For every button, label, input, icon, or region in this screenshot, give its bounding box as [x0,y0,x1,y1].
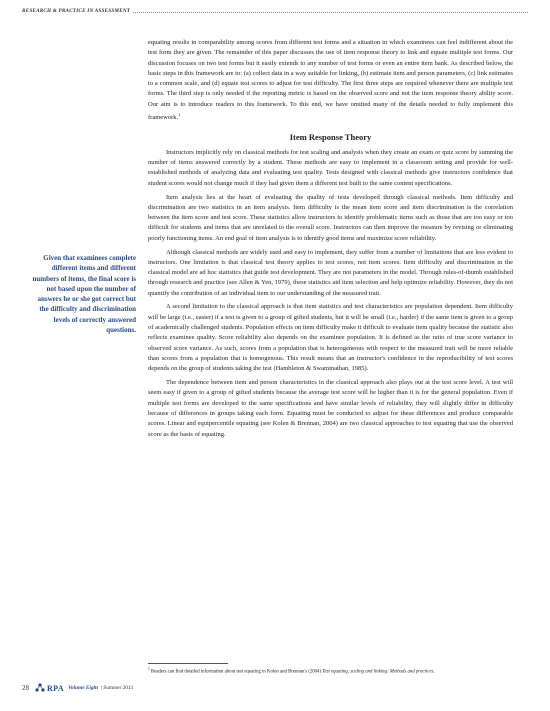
volume-label: Volume Eight [68,685,98,691]
intro-paragraph [148,38,513,124]
footnote-number: 1 [148,667,150,671]
paragraph: Item analysis lies at the heart of evaluating the quality of tests developed through classical methods. Item difficulty and discrimination are two statistics in an item analysis. Item difficulty is the mean item score and item discrimination is the correlation between the item score and test score. These statistics allow instructors to identify problematic items such as those that are too easy or too difficult for students and items that are unrelated to the overall score. Instructors can then improve the measure by revising or eliminating poorly functioning items. An end goal of item analysis is to identify good items and maximize score reliability. [148,193,513,242]
running-header [22,8,528,20]
paragraph: Instructors implicitly rely on classical methods for test scaling and analysis when they create an exam or quiz score by summing the number of items answered correctly by a student. These methods are easy to implement in a classroom setting and provide for well-established methods of analyzing data and evaluating test quality. Tests designed with classical methods give instructors confidence that student scores would not change much if they had given them a different test built to the same content specifications. [148,148,513,187]
footnote-divider [148,663,228,664]
page-number: 28 [22,684,29,692]
rpa-emblem-icon [34,682,46,694]
footnote-text: Readers can find detailed information about test equating in Kolen and Brennan's (2004) [151,669,322,675]
intro-text: equating results in comparability among scores from different test forms and a situation in which examinees can feel indifferent about the test form they are given. The remainder of this paper discusses the use of item response theory to link and equate multiple test forms. Our discussion focuses on two test forms but it easily extends to any number of test forms or even an entire item bank. As described below, the basic steps in this framework are to: (a) collect data in a way suitable for linking, (b) estimate item and person parameters, (c) link estimates to a common scale, and (d) equate test scores to adjust for test difficulty. The first three steps are required whenever there are multiple test forms. The third step is only needed if the reporting metric is based on the observed score and not the item response theory ability score. Our aim is to introduce readers to this framework. To this end, we have omitted many of the details needed to fully implement this framework. [148,39,513,122]
footnote-title: Test equating, scaling and linking: Methods and practices. [322,669,435,675]
rpa-logo [34,682,64,694]
paragraph: Although classical methods are widely used and easy to implement, they suffer from a number of limitations that are less evident to instructors. One limitation is that classical test theory applies to test scores, not item scores. Item difficulty and discrimination in the classical model are ad hoc statistics that guide test development. They are not parameters in the model. Through rules-of-thumb established through research and practice (see Allen & Yen, 1979), these statistics aid item selection and help optimize reliability. However, they do not quantify the contribution of an individual item to our understanding of the measured trait. [148,248,513,297]
issue-label: | Summer 2013 [100,685,134,691]
logo-text: RPA [47,683,65,693]
section-heading: Item Response Theory [289,131,372,142]
paragraph: A second limitation to the classical approach is that item statistics and test characteristics are population dependent. Item difficulty will be large (i.e., easier) if a test is given to a group of gifted students, but it will be small (i.e., harder) if the same item is given to a group of academically challenged students. Population effects on item difficulty make it difficult to evaluate item quality because the statistic also reflects examinee quality. Score reliability also depends on the examinee population. It is defined as the ratio of true score variance to observed score variance. As such, scores from a population that is heterogeneous with respect to the measured trait will be more reliable than scores from a population that is homogenous. This result means that an instructor's confidence in the reproducibility of test scores depends on the group of students taking the test (Hambleton & Swaminathan, 1985). [148,303,513,373]
article-body [148,38,513,443]
page-footer [22,681,133,695]
footnote [148,666,518,676]
pull-quote: Given that examinees complete different items and different numbers of items, the final score is not based upon the number of answers he or she got correct but the difficulty and discrimination levels of correctly answered questions. [32,254,136,335]
running-title: RESEARCH & PRACTICE IN ASSESSMENT [22,8,131,14]
paragraph: The dependence between item and person characteristics in the classical approach also plays out at the test score level. A test will seem easy if given to a group of gifted students because the average test score will be higher than it is for the general population. Even if multiple test forms are developed to the same specifications and have similar levels of reliability, they will slightly differ in difficulty because of differences in groups taking each form. Equating must be conducted to adjust for these differences and produce comparable scores. Linear and equipercentile equating (see Kolen & Brennan, 2004) are two classical approaches to test equating that use the observed score as the basis of equating. [148,379,513,438]
footnote-marker: 1 [178,112,181,118]
